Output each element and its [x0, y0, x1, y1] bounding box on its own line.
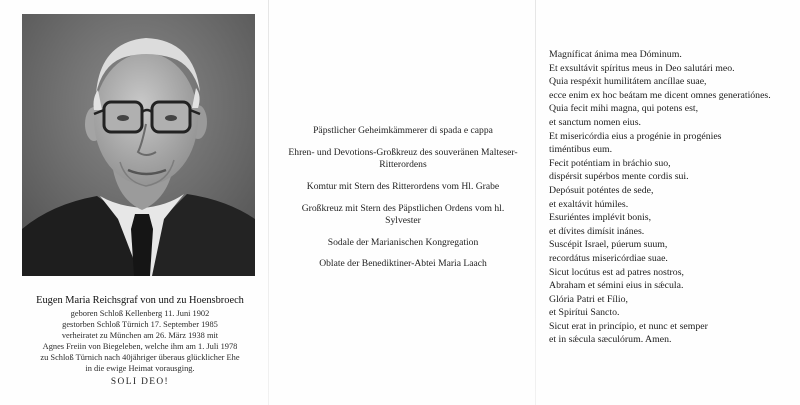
prayer-line: Magníficat ánima mea Dóminum. — [549, 49, 682, 60]
prayer-line: et sanctum nomen eius. — [549, 116, 641, 128]
honour-item: Sodale der Marianischen Kongregation — [327, 236, 479, 248]
prayer-line: Et exsultávit spíritus meus in Deo salutári meo. — [549, 62, 735, 74]
prayer-line: Fecit poténtiam in bráchio suo, — [549, 157, 671, 169]
motto: SOLI DEO! — [110, 377, 170, 387]
honour-item: Päpstlicher Geheimkämmerer di spada e cappa — [313, 125, 493, 136]
prayer-line: Et misericórdia eius a progénie in progénies — [549, 130, 722, 142]
caption-line: geboren Schloß Kellenberg 11. Juni 1902 — [70, 309, 210, 318]
portrait-photo — [22, 14, 255, 276]
caption-line: zu Schloß Türnich nach 40jähriger überaus glücklicher Ehe — [40, 353, 240, 362]
deceased-name: Eugen Maria Reichsgraf von und zu Hoensbroech — [36, 295, 244, 306]
prayer-line: et dívites dimísit inánes. — [549, 225, 645, 237]
prayer-line: ecce enim ex hoc beátam me dicent omnes generatiónes. — [549, 89, 771, 101]
honour-item: Oblate der Benediktiner-Abtei Maria Laach — [319, 258, 487, 270]
prayer-line: dispérsit supérbos mente cordis sui. — [549, 171, 689, 183]
prayer-line: Esuriéntes implévit bonis, — [549, 212, 652, 224]
prayer-line: Suscépit Israel, púerum suum, — [549, 239, 668, 251]
prayer-line: recordátus misericórdiae suae. — [549, 252, 668, 264]
prayer-line: Depósuit poténtes de sede, — [549, 184, 654, 196]
prayer-line: timéntibus eum. — [549, 144, 613, 156]
fold-line-right — [535, 0, 536, 405]
honour-item: Komtur mit Stern des Ritterordens vom Hl. Grabe — [306, 180, 500, 192]
prayer-line: et Spirítui Sancto. — [549, 307, 620, 319]
obituary-caption — [10, 294, 270, 388]
honour-item: Großkreuz mit Stern des Päpstlichen Ordens vom hl. Sylvester — [301, 202, 505, 226]
caption-line: verheiratet zu München am 26. März 1938 mit — [61, 331, 219, 340]
portrait-illustration — [22, 14, 255, 276]
prayer-line: et exaltávit húmiles. — [549, 198, 629, 210]
caption-line: in die ewige Heimat vorausging. — [85, 364, 195, 373]
caption-line: Agnes Freiin von Biegeleben, welche ihm am 1. Juli 1978 — [42, 342, 238, 351]
prayer-line: Quia respéxit humilitátem ancíllae suae, — [549, 76, 707, 88]
prayer-line: Abraham et sémini eius in sǽcula. — [549, 280, 684, 292]
prayer-line: Quia fecit mihi magna, qui potens est, — [549, 103, 699, 115]
prayer-line: et in sǽcula sæculórum. Amen. — [549, 334, 672, 346]
caption-line: gestorben Schloß Türnich 17. September 1985 — [62, 320, 218, 329]
magnificat-prayer — [549, 48, 795, 347]
honour-item: Ehren- und Devotions-Großkreuz des souveränen Malteser-Ritterordens — [288, 146, 518, 170]
prayer-line: Sicut erat in princípio, et nunc et semper — [549, 320, 708, 332]
honours-list — [283, 125, 523, 280]
prayer-line: Sicut locútus est ad patres nostros, — [549, 266, 684, 278]
prayer-line: Glória Patri et Fílio, — [549, 293, 628, 305]
